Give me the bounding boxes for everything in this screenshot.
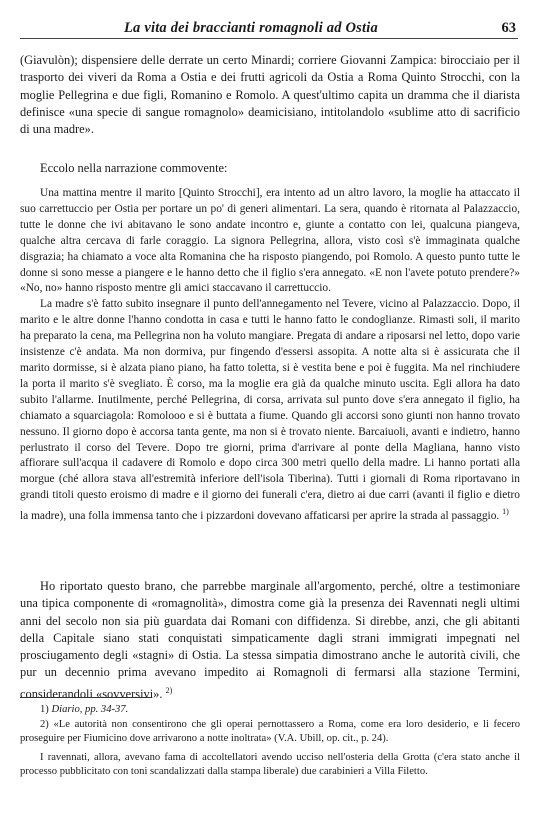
footnote-continuation: I ravennati, allora, avevano fama di accoltellatori avendo ucciso nell'osteria della Grotta (c'era stato anche il processo pubblicitato con toni scandalizzati dalla stampa liberale) due carabinieri a Villa Filetto. [20,751,520,778]
lead-in: Eccolo nella narrazione commovente: [40,161,228,175]
footnote-2-text: «Le autorità non consentirono che gli operai pernottassero a Roma, come era loro desiderio, e li fecero proseguire per Fiumicino dove arrivarono a notte inoltrata» (V.A. Ubill, op. cit., p. 24). [20,718,520,745]
footnote-separator [20,697,152,698]
footnote-reference-2: 2) [165,685,173,695]
footnote-2 [20,718,520,747]
quoted-narration [20,186,520,525]
quote-paragraph-1: Una mattina mentre il marito [Quinto Strocchi], era intento ad un altro lavoro, la moglie ha attaccato il suo carrettuccio per Ostia per portare un po' di generi alimentari. La sera, quando è ritornata al Palazzaccio, tutte le donne che ivi abitavano le sono andate incontro e, giunte a contatto con lei, qualcuna piangeva, qualche altra cercava di farle coraggio. La signora Pellegrina, allora, visto così s'è immaginata qualche disgrazia; ha chiamato a voce alta Romanina che ha risposto piangendo, poi Romolo. A questo punto tutte le donne si sono messe a piangere e le hanno detto che il figlio s'era annegato. «E non l'avete potuto prendere?» «No, no» hanno risposto mentre gli amici staccavano il carrettuccio. [20,187,520,295]
closing-paragraph-block [20,578,520,703]
closing-paragraph [20,578,520,703]
footnote-1 [20,703,520,718]
running-header [20,20,518,39]
lead-in-block [20,160,520,177]
quote-paragraph-2 [20,297,520,524]
intro-paragraph: (Giavulòn); dispensiere delle derrate un certo Minardi; corriere Giovanni Zampica: birocciaio per il trasporto dei viveri da Roma a Ostia e dei frutti agricoli da Ostia a Roma Quinto Strocchi, con la moglie Pellegrina e due figli, Romanino e Romolo. A quest'ultimo capita un dramma che il diarista definisce «una specie di sangue romagnolo» deamicisiano, intitolandolo «sublime atto di sacrificio di una madre». [20,53,520,137]
page-number: 63 [501,20,516,36]
footnote-1-text: Diario, pp. 34-37. [51,704,129,715]
footnotes [20,703,520,780]
running-title: La vita dei braccianti romagnoli ad Ostia [124,20,378,36]
quote-paragraph-2-text: La madre s'è fatto subito insegnare il punto dell'annegamento nel Tevere, vicino al Palazzaccio. Dopo, il marito e le altre donne l'hanno condotta in casa e tutti le hanno fatto le condoglianze. Rimasti soli, il marito ha preparato la cena, ma Pellegrina non ha voluto mangiare. Pregata di andare a riposarsi nel letto, dopo varie insistenze c'è andata. Ma non dormiva, pur fingendo d'essersi assopita. A notte alta si è assicurata che il marito dormisse, si è alzata piano piano, ha fatto toletta, si è vestita bene e poi è fuggita. Ma nel rinchiudere la porta il marito s'è svegliato. È corso, ma la moglie era già da qualche minuto uscita. Egli allora ha dato subito l'allarme. Inutilmente, perché Pellegrina, di corsa, arrivata sul punto dove s'era annegato il figlio, ha chiamato a squarciagola: Romolooo e si è buttata a fiume. Quando gli accorsi sono giunti non hanno trovato nessuno. Il giorno dopo è accorsa tanta gente, ma non si è trovato niente. Barcaiuoli, avanti e indietro, hanno perlustrato il corso del Tevere. Dopo tre giorni, prima d'arrivare al ponte della Magliana, hanno visto affiorare sull'acqua il cadavere di Romolo e dopo circa 300 metri quello della madre. Li hanno portati alla morgue (ché allora stava all'estremità inferiore dell'isola Tiberina). Tutti i giornali di Roma riportavano in grandi titoli questo eroismo di madre e il giorno dei funerali c'era, dietro ai due carri (avanti il figlio e dietro la madre), una folla immensa tanto che i pizzardoni dovevano affaticarsi per aprire la strada al passaggio. [20,298,520,522]
closing-paragraph-text: Ho riportato questo brano, che parrebbe marginale all'argomento, perché, oltre a testimoniare una tipica componente di «romagnolità», dimostra come già la presenza dei Ravennati negli ultimi anni del secolo non sia più guardata dai Romani con diffidenza. Si direbbe, anzi, che gli abitanti della Capitale siano stati conquistati simpaticamente dagli strani immigrati impegnati nel prosciugamento degli «stagni» di Ostia. La stessa simpatia dimostrano anche le autorità civili, che pur un decennio prima avevano impedito ai Romagnoli di fermarsi alla stazione Termini, considerandoli «sovversivi». [20,579,520,701]
footnote-1-mark: 1) [40,704,49,715]
footnote-reference-1: 1) [502,507,509,517]
footnote-2-mark: 2) [40,718,49,730]
intro-paragraph-block [20,52,520,138]
